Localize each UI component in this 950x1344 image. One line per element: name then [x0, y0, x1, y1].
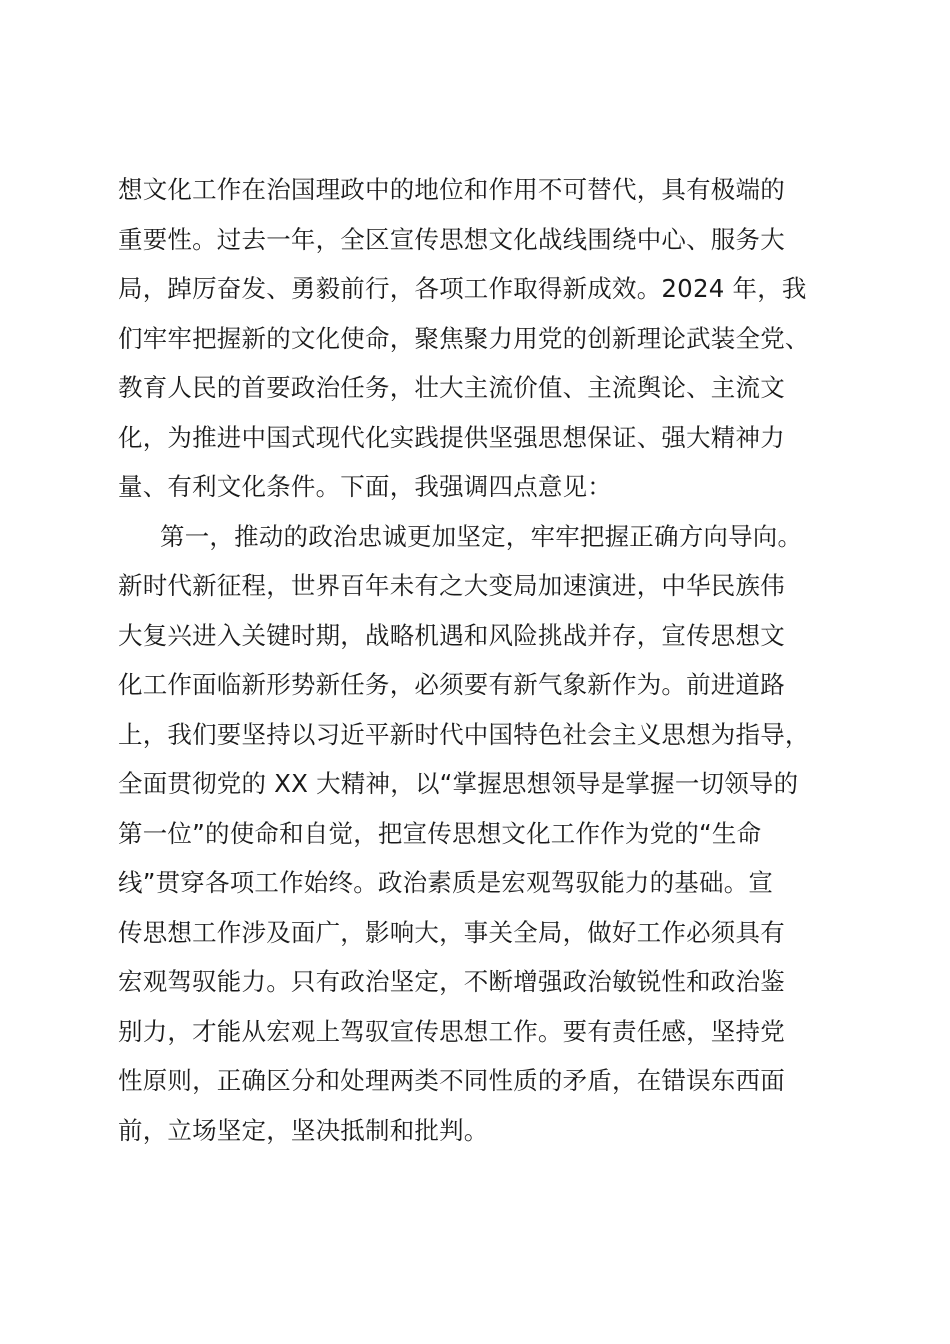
text-line: 宏观驾驭能力。只有政治坚定，不断增强政治敏锐性和政治鉴	[118, 967, 785, 996]
text-line: 第一位”的使命和自觉，把宣传思想文化工作作为党的“生命	[118, 818, 762, 848]
paragraph-2	[118, 512, 838, 1156]
text-line: 新时代新征程，世界百年未有之大变局加速演进，中华民族伟	[118, 571, 785, 600]
text-line: 线”贯穿各项工作始终。政治素质是宏观驾驭能力的基础。宣	[118, 868, 774, 897]
text-line: 前，立场坚定，坚决抵制和批判。	[118, 1115, 489, 1145]
text-line: 别力，才能从宏观上驾驭宣传思想工作。要有责任感，坚持党	[118, 1016, 785, 1046]
text-line: 化工作面临新形势新任务，必须要有新气象新作为。前进道路	[118, 670, 785, 699]
text-line: 化，为推进中国式现代化实践提供坚强思想保证、强大精神力	[118, 422, 785, 452]
paragraph-1	[118, 165, 838, 512]
text-line: 重要性。过去一年，全区宣传思想文化战线围绕中心、服务大	[118, 224, 785, 254]
text-line: 教育人民的首要政治任务，壮大主流价值、主流舆论、主流文	[118, 373, 785, 402]
text-line: 们牢牢把握新的文化使命，聚焦聚力用党的创新理论武装全党、	[118, 323, 810, 353]
text-line: 大复兴进入关键时期，战略机遇和风险挑战并存，宣传思想文	[118, 620, 785, 650]
text-line: 全面贯彻党的 XX 大精神，以“掌握思想领导是掌握一切领导的	[118, 769, 799, 798]
text-line: 上，我们要坚持以习近平新时代中国特色社会主义思想为指导，	[118, 719, 810, 749]
text-line: 性原则，正确区分和处理两类不同性质的矛盾，在错误东西面	[118, 1066, 785, 1095]
text-line: 量、有利文化条件。下面，我强调四点意见：	[118, 472, 612, 501]
text-line: 传思想工作涉及面广，影响大，事关全局，做好工作必须具有	[118, 917, 785, 947]
text-line: 想文化工作在治国理政中的地位和作用不可替代，具有极端的	[118, 175, 785, 204]
document-body	[118, 165, 838, 1155]
text-line: 局，踔厉奋发、勇毅前行，各项工作取得新成效。2024 年，我	[118, 274, 807, 303]
text-line: 第一，推动的政治忠诚更加坚定，牢牢把握正确方向导向。	[160, 521, 803, 551]
